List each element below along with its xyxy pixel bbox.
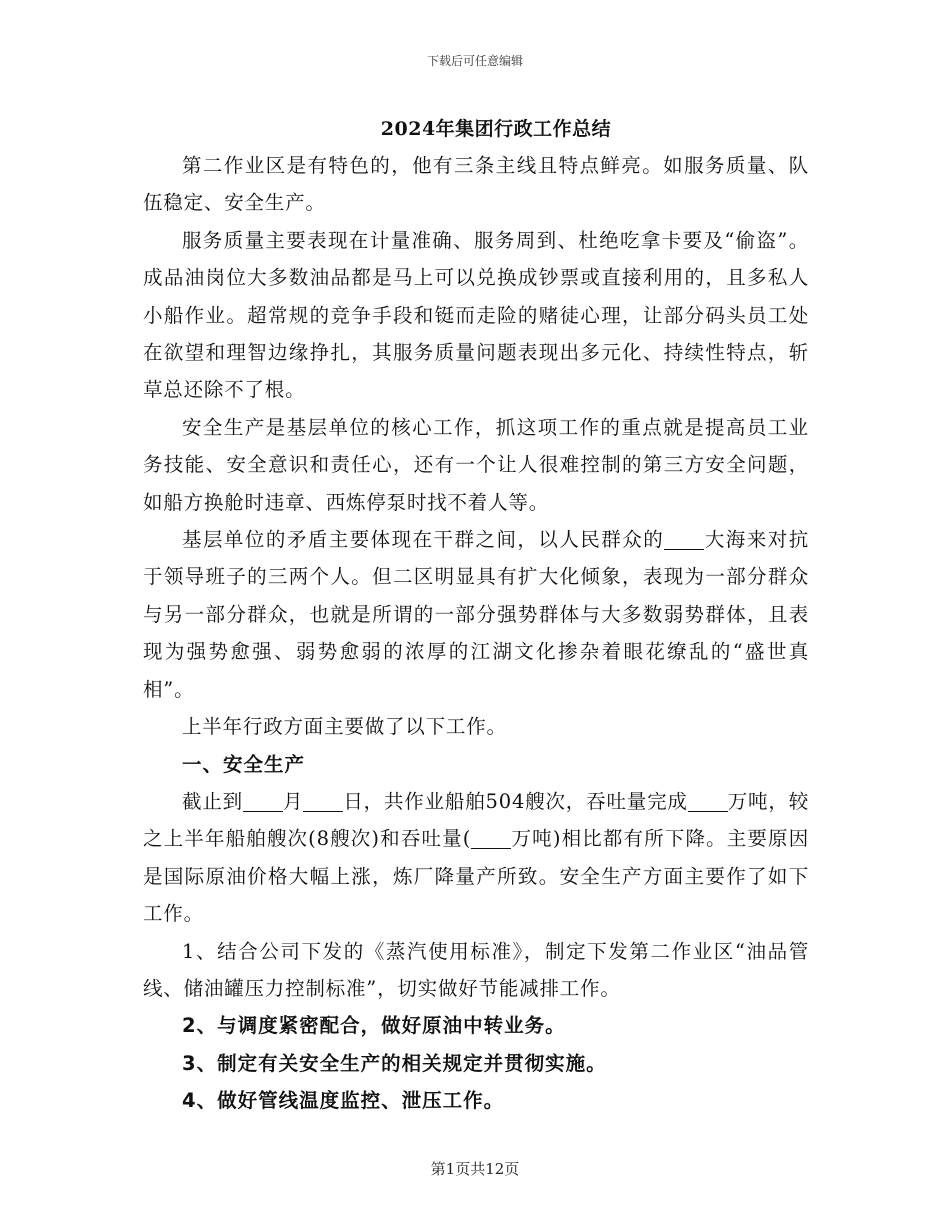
list-item: 1、结合公司下发的《蒸汽使用标准》，制定下发第二作业区“油品管线、储油罐压力控制标准”，切实做好节能减排工作。 xyxy=(143,939,809,1000)
paragraph: 安全生产是基层单位的核心工作，抓这项工作的重点就是提高员工业务技能、安全意识和责任心，还有一个让人很难控制的第三方安全问题，如船方换舱时违章、西炼停泵时找不着人等。 xyxy=(143,415,809,514)
paragraph: 第二作业区是有特色的，他有三条主线且特点鲜亮。如服务质量、队伍稳定、安全生产。 xyxy=(143,154,809,215)
list-item: 3、制定有关安全生产的相关规定并贯彻实施。 xyxy=(182,1051,607,1075)
fill-blank xyxy=(303,789,343,811)
paragraph-text: 截止到 xyxy=(182,789,243,813)
paragraph-text: 基层单位的矛盾主要体现在干群之间，以人民群众的 xyxy=(182,528,665,552)
fill-blank xyxy=(471,827,511,849)
list-item: 2、与调度紧密配合，做好原油中转业务。 xyxy=(182,1014,566,1038)
paragraph: 服务质量主要表现在计量准确、服务周到、杜绝吃拿卡要及“偷盗”。成品油岗位大多数油品都是马上可以兑换成钞票或直接利用的，且多私人小船作业。超常规的竞争手段和铤而走险的赌徒心理，让部分码头员工处在欲望和理智边缘挣扎，其服务质量问题表现出多元化、持续性特点，斩草总还除不了根。 xyxy=(143,228,809,402)
document-title: 2024年集团行政工作总结 xyxy=(380,118,612,140)
paragraph-text: 月 xyxy=(282,789,304,813)
paragraph: 上半年行政方面主要做了以下工作。 xyxy=(182,715,507,739)
page-number: 第1页共12页 xyxy=(430,1160,520,1178)
fill-blank xyxy=(243,789,283,811)
list-item: 4、做好管线温度监控、泄压工作。 xyxy=(182,1089,505,1113)
section-heading: 一、安全生产 xyxy=(182,752,306,776)
paragraph xyxy=(143,521,809,708)
paragraph xyxy=(143,783,809,933)
paragraph-text: 万吨，较之上半年船舶艘次(8艘次)和吞吐量( xyxy=(143,789,809,851)
fill-blank xyxy=(664,528,704,550)
paragraph-text: 日，共作业船舶504艘次，吞吐量完成 xyxy=(343,789,688,813)
document-body xyxy=(143,147,809,1120)
fill-blank xyxy=(688,789,728,811)
paragraph-text: 万吨)相比都有所下降。主要原因是国际原油价格大幅上涨，炼厂降量产所致。安全生产方面主要作了如下工作。 xyxy=(143,827,809,926)
header-note: 下载后可任意编辑 xyxy=(426,54,523,68)
paragraph-text: 大海来对抗于领导班子的三两个人。但二区明显具有扩大化倾象，表现为一部分群众与另一部分群众，也就是所谓的一部分强势群体与大多数弱势群体，且表现为强势愈强、弱势愈弱的浓厚的江湖文化掺杂着眼花缭乱的“盛世真相”。 xyxy=(143,528,809,701)
